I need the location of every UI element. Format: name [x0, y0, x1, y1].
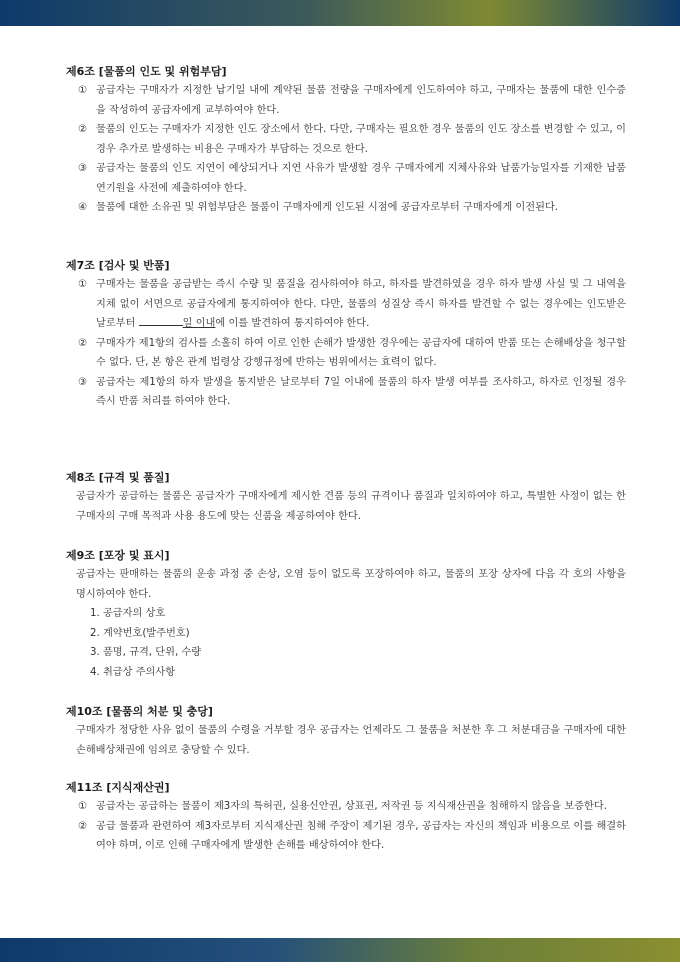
- clause-item: ③ 공급자는 제1항의 하자 발생을 통지받은 날로부터 7일 이내에 물품의 하자 발생 여부를 조사하고, 하자로 인정될 경우 즉시 반품 처리를 하여야 한다.: [78, 376, 626, 407]
- list-item: 4. 취급상 주의사항: [90, 666, 176, 678]
- blank-line: [139, 314, 183, 326]
- clause-item: ④ 물품에 대한 소유권 및 위험부담은 물품이 구매자에게 인도된 시점에 공급자로부터 구매자에게 이전된다.: [78, 202, 559, 213]
- article-8-title: 제8조 [규격 및 품질]: [66, 471, 170, 484]
- article-11: [66, 780, 626, 856]
- clause-item: ① 구매자는 물품을 공급받는 즉시 수량 및 품질을 검사하여야 하고, 하자를 발견하였을 경우 하자 발생 사실 및 그 내역을 지체 없이 서면으로 공급자에게 통지하여야 한다. 다만, 물품의 성질상 즉시 하자를 발견할 수 없는 경우에는 인도받은 날로부터 일 이내에 이를 발견하여 통지하여야 한다.: [78, 279, 626, 329]
- list-item: 1. 공급자의 상호: [90, 608, 166, 619]
- article-9: [66, 548, 626, 682]
- article-9-body: 공급자는 판매하는 물품의 운송 과정 중 손상, 오염 등이 없도록 포장하여야 하고, 물품의 포장 상자에 다음 각 호의 사항을 명시하여야 한다.: [76, 569, 626, 600]
- clause-item: ② 물품의 인도는 구매자가 지정한 인도 장소에서 한다. 다만, 구매자는 필요한 경우 물품의 인도 장소를 변경할 수 있고, 이 경우 추가로 발생하는 비용은 구매자가 부담하는 것으로 한다.: [78, 124, 626, 155]
- footer-band: [0, 938, 680, 962]
- clause-item: ① 공급자는 공급하는 물품이 제3자의 특허권, 실용신안권, 상표권, 저작권 등 지식재산권을 침해하지 않음을 보증한다.: [78, 801, 607, 812]
- underlined-days: 일 이내: [182, 318, 216, 329]
- clause-item: ② 구매자가 제1항의 검사를 소홀히 하여 이로 인한 손해가 발생한 경우에는 공급자에 대하여 반품 또는 손해배상을 청구할 수 없다. 단, 본 항은 관계 법령상 강행규정에 반하는 범위에서는 효력이 없다.: [78, 337, 626, 368]
- clause-item: ③ 공급자는 물품의 인도 지연이 예상되거나 지연 사유가 발생할 경우 구매자에게 지체사유와 납품가능일자를 기재한 납품연기원을 사전에 제출하여야 한다.: [78, 163, 626, 194]
- article-9-title: 제9조 [포장 및 표시]: [66, 549, 170, 562]
- article-11-title: 제11조 [지식재산권]: [66, 781, 170, 794]
- article-10-title: 제10조 [물품의 처분 및 충당]: [66, 705, 213, 718]
- clause-item: ① 공급자는 구매자가 지정한 납기일 내에 계약된 물품 전량을 구매자에게 인도하여야 하고, 구매자는 물품에 대한 인수증을 작성하여 공급자에게 교부하여야 한다.: [78, 85, 626, 116]
- article-10: [66, 704, 626, 760]
- list-item: 3. 품명, 규격, 단위, 수량: [90, 647, 202, 658]
- article-6-title: 제6조 [물품의 인도 및 위험부담]: [66, 65, 227, 78]
- article-7: [66, 258, 626, 412]
- clause-item: ② 공급 물품과 관련하여 제3자로부터 지식재산권 침해 주장이 제기된 경우, 공급자는 자신의 책임과 비용으로 이를 해결하여야 하며, 이로 인해 구매자에게 발생한 손해를 배상하여야 한다.: [78, 820, 626, 851]
- article-7-title: 제7조 [검사 및 반품]: [66, 259, 170, 272]
- article-8-body: 공급자가 공급하는 물품은 공급자가 구매자에게 제시한 견품 등의 규격이나 품질과 일치하여야 하고, 특별한 사정이 없는 한 구매자의 구매 목적과 사용 용도에 맞는 신품을 제공하여야 한다.: [76, 491, 626, 522]
- article-6: [66, 64, 626, 218]
- article-8: [66, 470, 626, 526]
- header-band: [0, 0, 680, 26]
- article-10-body: 구매자가 정당한 사유 없이 물품의 수령을 거부할 경우 공급자는 언제라도 그 물품을 처분한 후 그 처분대금을 구매자에 대한 손해배상채권에 임의로 충당할 수 있다.: [76, 725, 626, 756]
- list-item: 2. 계약번호(발주번호): [90, 627, 190, 639]
